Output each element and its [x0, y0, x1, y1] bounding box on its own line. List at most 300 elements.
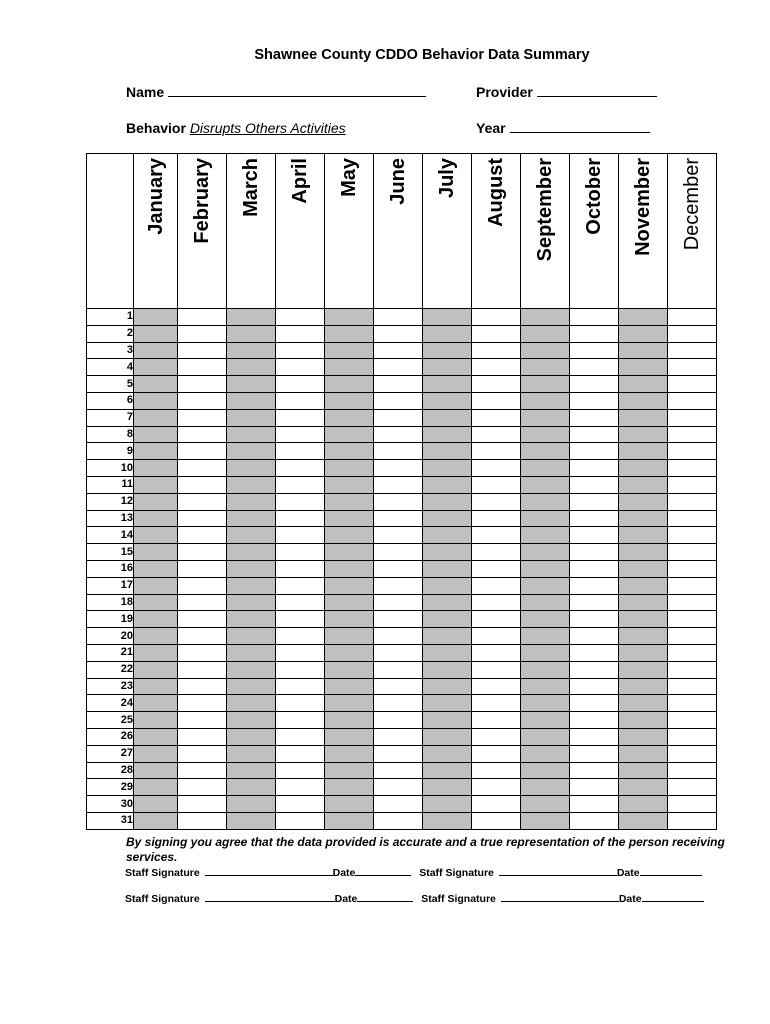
- data-cell[interactable]: [276, 325, 325, 342]
- data-cell[interactable]: [227, 560, 276, 577]
- data-cell[interactable]: [325, 762, 374, 779]
- data-cell[interactable]: [227, 493, 276, 510]
- data-cell[interactable]: [227, 644, 276, 661]
- data-cell[interactable]: [570, 644, 619, 661]
- data-cell[interactable]: [325, 611, 374, 628]
- data-cell[interactable]: [423, 409, 472, 426]
- data-cell[interactable]: [374, 493, 423, 510]
- data-cell[interactable]: [178, 460, 227, 477]
- data-cell[interactable]: [521, 678, 570, 695]
- data-cell[interactable]: [423, 342, 472, 359]
- data-cell[interactable]: [423, 745, 472, 762]
- data-cell[interactable]: [325, 309, 374, 326]
- data-cell[interactable]: [178, 342, 227, 359]
- data-cell[interactable]: [472, 426, 521, 443]
- data-cell[interactable]: [521, 460, 570, 477]
- data-cell[interactable]: [374, 678, 423, 695]
- data-cell[interactable]: [423, 493, 472, 510]
- data-cell[interactable]: [374, 745, 423, 762]
- data-cell[interactable]: [325, 560, 374, 577]
- data-cell[interactable]: [570, 728, 619, 745]
- data-cell[interactable]: [276, 728, 325, 745]
- data-cell[interactable]: [134, 661, 178, 678]
- data-cell[interactable]: [521, 695, 570, 712]
- data-cell[interactable]: [570, 762, 619, 779]
- data-cell[interactable]: [276, 376, 325, 393]
- data-cell[interactable]: [521, 779, 570, 796]
- data-cell[interactable]: [227, 611, 276, 628]
- data-cell[interactable]: [178, 409, 227, 426]
- data-cell[interactable]: [227, 728, 276, 745]
- data-cell[interactable]: [276, 678, 325, 695]
- data-cell[interactable]: [276, 745, 325, 762]
- data-cell[interactable]: [178, 325, 227, 342]
- data-cell[interactable]: [570, 409, 619, 426]
- data-cell[interactable]: [521, 560, 570, 577]
- data-cell[interactable]: [668, 594, 717, 611]
- data-cell[interactable]: [472, 409, 521, 426]
- data-cell[interactable]: [178, 309, 227, 326]
- data-cell[interactable]: [472, 644, 521, 661]
- data-cell[interactable]: [374, 796, 423, 813]
- data-cell[interactable]: [325, 443, 374, 460]
- data-cell[interactable]: [521, 443, 570, 460]
- data-cell[interactable]: [472, 527, 521, 544]
- data-cell[interactable]: [472, 359, 521, 376]
- data-cell[interactable]: [521, 325, 570, 342]
- data-cell[interactable]: [472, 812, 521, 829]
- data-cell[interactable]: [276, 661, 325, 678]
- data-cell[interactable]: [276, 510, 325, 527]
- data-cell[interactable]: [521, 712, 570, 729]
- data-cell[interactable]: [619, 812, 668, 829]
- data-cell[interactable]: [178, 796, 227, 813]
- data-cell[interactable]: [668, 443, 717, 460]
- data-cell[interactable]: [134, 544, 178, 561]
- data-cell[interactable]: [423, 762, 472, 779]
- data-cell[interactable]: [325, 812, 374, 829]
- data-cell[interactable]: [374, 510, 423, 527]
- data-cell[interactable]: [276, 359, 325, 376]
- data-cell[interactable]: [668, 460, 717, 477]
- data-cell[interactable]: [472, 594, 521, 611]
- data-cell[interactable]: [521, 661, 570, 678]
- data-cell[interactable]: [227, 577, 276, 594]
- data-cell[interactable]: [178, 560, 227, 577]
- data-cell[interactable]: [619, 359, 668, 376]
- data-cell[interactable]: [374, 392, 423, 409]
- data-cell[interactable]: [668, 728, 717, 745]
- data-cell[interactable]: [668, 661, 717, 678]
- data-cell[interactable]: [276, 544, 325, 561]
- data-cell[interactable]: [374, 812, 423, 829]
- data-cell[interactable]: [276, 712, 325, 729]
- data-cell[interactable]: [276, 443, 325, 460]
- data-cell[interactable]: [619, 695, 668, 712]
- data-cell[interactable]: [374, 712, 423, 729]
- data-cell[interactable]: [134, 745, 178, 762]
- data-cell[interactable]: [521, 527, 570, 544]
- data-cell[interactable]: [570, 661, 619, 678]
- data-cell[interactable]: [570, 325, 619, 342]
- data-cell[interactable]: [374, 460, 423, 477]
- data-cell[interactable]: [668, 544, 717, 561]
- data-cell[interactable]: [134, 678, 178, 695]
- data-cell[interactable]: [423, 376, 472, 393]
- date-line[interactable]: [357, 892, 413, 902]
- data-cell[interactable]: [521, 644, 570, 661]
- data-cell[interactable]: [619, 661, 668, 678]
- data-cell[interactable]: [668, 392, 717, 409]
- data-cell[interactable]: [619, 510, 668, 527]
- data-cell[interactable]: [521, 342, 570, 359]
- data-cell[interactable]: [325, 426, 374, 443]
- data-cell[interactable]: [668, 796, 717, 813]
- data-cell[interactable]: [276, 309, 325, 326]
- data-cell[interactable]: [521, 628, 570, 645]
- data-cell[interactable]: [178, 678, 227, 695]
- staff-signature-line[interactable]: [205, 866, 333, 876]
- data-cell[interactable]: [619, 594, 668, 611]
- data-cell[interactable]: [325, 325, 374, 342]
- data-cell[interactable]: [668, 342, 717, 359]
- data-cell[interactable]: [134, 644, 178, 661]
- data-cell[interactable]: [472, 611, 521, 628]
- data-cell[interactable]: [325, 510, 374, 527]
- data-cell[interactable]: [276, 426, 325, 443]
- data-cell[interactable]: [668, 745, 717, 762]
- data-cell[interactable]: [325, 544, 374, 561]
- data-cell[interactable]: [619, 611, 668, 628]
- data-cell[interactable]: [325, 359, 374, 376]
- data-cell[interactable]: [178, 544, 227, 561]
- data-cell[interactable]: [619, 493, 668, 510]
- data-cell[interactable]: [374, 577, 423, 594]
- data-cell[interactable]: [423, 611, 472, 628]
- data-cell[interactable]: [325, 695, 374, 712]
- data-cell[interactable]: [570, 695, 619, 712]
- data-cell[interactable]: [227, 812, 276, 829]
- data-cell[interactable]: [570, 812, 619, 829]
- data-cell[interactable]: [276, 476, 325, 493]
- data-cell[interactable]: [668, 678, 717, 695]
- data-cell[interactable]: [668, 762, 717, 779]
- data-cell[interactable]: [227, 426, 276, 443]
- data-cell[interactable]: [423, 779, 472, 796]
- data-cell[interactable]: [570, 577, 619, 594]
- data-cell[interactable]: [521, 359, 570, 376]
- data-cell[interactable]: [134, 527, 178, 544]
- data-cell[interactable]: [619, 678, 668, 695]
- data-cell[interactable]: [374, 359, 423, 376]
- staff-signature-line[interactable]: [205, 892, 335, 902]
- data-cell[interactable]: [134, 493, 178, 510]
- data-cell[interactable]: [521, 728, 570, 745]
- data-cell[interactable]: [276, 611, 325, 628]
- data-cell[interactable]: [668, 359, 717, 376]
- data-cell[interactable]: [325, 577, 374, 594]
- data-cell[interactable]: [227, 510, 276, 527]
- data-cell[interactable]: [619, 426, 668, 443]
- data-cell[interactable]: [472, 695, 521, 712]
- data-cell[interactable]: [619, 544, 668, 561]
- data-cell[interactable]: [619, 376, 668, 393]
- data-cell[interactable]: [227, 342, 276, 359]
- data-cell[interactable]: [178, 712, 227, 729]
- data-cell[interactable]: [227, 325, 276, 342]
- data-cell[interactable]: [423, 359, 472, 376]
- data-cell[interactable]: [374, 443, 423, 460]
- data-cell[interactable]: [472, 460, 521, 477]
- data-cell[interactable]: [619, 796, 668, 813]
- data-cell[interactable]: [619, 443, 668, 460]
- data-cell[interactable]: [227, 712, 276, 729]
- data-cell[interactable]: [276, 779, 325, 796]
- data-cell[interactable]: [134, 409, 178, 426]
- data-cell[interactable]: [276, 796, 325, 813]
- data-cell[interactable]: [423, 476, 472, 493]
- data-cell[interactable]: [472, 325, 521, 342]
- data-cell[interactable]: [374, 762, 423, 779]
- data-cell[interactable]: [570, 779, 619, 796]
- data-cell[interactable]: [472, 678, 521, 695]
- data-cell[interactable]: [178, 577, 227, 594]
- date-line[interactable]: [355, 866, 411, 876]
- data-cell[interactable]: [668, 476, 717, 493]
- data-cell[interactable]: [619, 342, 668, 359]
- data-cell[interactable]: [325, 409, 374, 426]
- data-cell[interactable]: [227, 309, 276, 326]
- data-cell[interactable]: [521, 309, 570, 326]
- data-cell[interactable]: [619, 527, 668, 544]
- data-cell[interactable]: [619, 560, 668, 577]
- data-cell[interactable]: [472, 392, 521, 409]
- data-cell[interactable]: [423, 460, 472, 477]
- data-cell[interactable]: [521, 577, 570, 594]
- data-cell[interactable]: [423, 796, 472, 813]
- data-cell[interactable]: [374, 426, 423, 443]
- data-cell[interactable]: [374, 779, 423, 796]
- data-cell[interactable]: [472, 476, 521, 493]
- behavior-value[interactable]: Disrupts Others Activities: [189, 120, 346, 136]
- data-cell[interactable]: [668, 644, 717, 661]
- data-cell[interactable]: [570, 544, 619, 561]
- data-cell[interactable]: [227, 359, 276, 376]
- data-cell[interactable]: [178, 628, 227, 645]
- data-cell[interactable]: [668, 376, 717, 393]
- data-cell[interactable]: [227, 678, 276, 695]
- data-cell[interactable]: [423, 712, 472, 729]
- data-cell[interactable]: [325, 460, 374, 477]
- data-cell[interactable]: [134, 443, 178, 460]
- data-cell[interactable]: [668, 426, 717, 443]
- data-cell[interactable]: [276, 628, 325, 645]
- data-cell[interactable]: [325, 392, 374, 409]
- data-cell[interactable]: [472, 728, 521, 745]
- data-cell[interactable]: [472, 661, 521, 678]
- data-cell[interactable]: [570, 460, 619, 477]
- data-cell[interactable]: [619, 762, 668, 779]
- data-cell[interactable]: [134, 359, 178, 376]
- data-cell[interactable]: [423, 577, 472, 594]
- data-cell[interactable]: [374, 628, 423, 645]
- data-cell[interactable]: [668, 779, 717, 796]
- data-cell[interactable]: [227, 392, 276, 409]
- year-input-line[interactable]: [510, 120, 650, 133]
- data-cell[interactable]: [134, 392, 178, 409]
- staff-signature-line[interactable]: [501, 892, 619, 902]
- data-cell[interactable]: [570, 493, 619, 510]
- data-cell[interactable]: [570, 392, 619, 409]
- data-cell[interactable]: [374, 661, 423, 678]
- data-cell[interactable]: [472, 443, 521, 460]
- data-cell[interactable]: [134, 594, 178, 611]
- data-cell[interactable]: [521, 493, 570, 510]
- data-cell[interactable]: [374, 544, 423, 561]
- data-cell[interactable]: [423, 510, 472, 527]
- data-cell[interactable]: [423, 325, 472, 342]
- data-cell[interactable]: [619, 460, 668, 477]
- data-cell[interactable]: [570, 611, 619, 628]
- data-cell[interactable]: [134, 476, 178, 493]
- data-cell[interactable]: [276, 409, 325, 426]
- data-cell[interactable]: [227, 527, 276, 544]
- data-cell[interactable]: [178, 661, 227, 678]
- data-cell[interactable]: [423, 527, 472, 544]
- data-cell[interactable]: [134, 560, 178, 577]
- data-cell[interactable]: [619, 325, 668, 342]
- data-cell[interactable]: [227, 796, 276, 813]
- data-cell[interactable]: [570, 376, 619, 393]
- staff-signature-line[interactable]: [499, 866, 617, 876]
- data-cell[interactable]: [325, 796, 374, 813]
- data-cell[interactable]: [619, 779, 668, 796]
- data-cell[interactable]: [472, 493, 521, 510]
- data-cell[interactable]: [570, 745, 619, 762]
- data-cell[interactable]: [668, 510, 717, 527]
- data-cell[interactable]: [325, 678, 374, 695]
- data-cell[interactable]: [178, 443, 227, 460]
- data-cell[interactable]: [374, 527, 423, 544]
- date-line[interactable]: [642, 892, 704, 902]
- data-cell[interactable]: [134, 325, 178, 342]
- date-line[interactable]: [640, 866, 702, 876]
- data-cell[interactable]: [570, 594, 619, 611]
- provider-input-line[interactable]: [537, 84, 657, 97]
- data-cell[interactable]: [570, 476, 619, 493]
- data-cell[interactable]: [227, 628, 276, 645]
- data-cell[interactable]: [570, 309, 619, 326]
- data-cell[interactable]: [134, 628, 178, 645]
- data-cell[interactable]: [668, 325, 717, 342]
- data-cell[interactable]: [178, 779, 227, 796]
- data-cell[interactable]: [619, 476, 668, 493]
- data-cell[interactable]: [521, 762, 570, 779]
- data-cell[interactable]: [472, 544, 521, 561]
- data-cell[interactable]: [668, 628, 717, 645]
- data-cell[interactable]: [619, 728, 668, 745]
- data-cell[interactable]: [521, 796, 570, 813]
- data-cell[interactable]: [134, 342, 178, 359]
- data-cell[interactable]: [521, 812, 570, 829]
- data-cell[interactable]: [570, 342, 619, 359]
- data-cell[interactable]: [619, 745, 668, 762]
- data-cell[interactable]: [227, 594, 276, 611]
- data-cell[interactable]: [134, 762, 178, 779]
- data-cell[interactable]: [325, 745, 374, 762]
- data-cell[interactable]: [423, 628, 472, 645]
- data-cell[interactable]: [134, 728, 178, 745]
- data-cell[interactable]: [668, 812, 717, 829]
- data-cell[interactable]: [134, 460, 178, 477]
- data-cell[interactable]: [423, 544, 472, 561]
- data-cell[interactable]: [178, 493, 227, 510]
- data-cell[interactable]: [472, 796, 521, 813]
- data-cell[interactable]: [325, 661, 374, 678]
- data-cell[interactable]: [227, 544, 276, 561]
- data-cell[interactable]: [134, 779, 178, 796]
- data-cell[interactable]: [423, 392, 472, 409]
- data-cell[interactable]: [374, 611, 423, 628]
- data-cell[interactable]: [521, 594, 570, 611]
- data-cell[interactable]: [619, 577, 668, 594]
- data-cell[interactable]: [227, 762, 276, 779]
- data-cell[interactable]: [472, 510, 521, 527]
- data-cell[interactable]: [570, 426, 619, 443]
- data-cell[interactable]: [668, 712, 717, 729]
- data-cell[interactable]: [227, 695, 276, 712]
- data-cell[interactable]: [374, 409, 423, 426]
- data-cell[interactable]: [134, 695, 178, 712]
- data-cell[interactable]: [570, 796, 619, 813]
- data-cell[interactable]: [325, 342, 374, 359]
- data-cell[interactable]: [227, 443, 276, 460]
- data-cell[interactable]: [374, 476, 423, 493]
- data-cell[interactable]: [521, 611, 570, 628]
- data-cell[interactable]: [178, 745, 227, 762]
- data-cell[interactable]: [570, 628, 619, 645]
- data-cell[interactable]: [178, 762, 227, 779]
- data-cell[interactable]: [472, 577, 521, 594]
- data-cell[interactable]: [423, 426, 472, 443]
- data-cell[interactable]: [472, 762, 521, 779]
- data-cell[interactable]: [178, 728, 227, 745]
- data-cell[interactable]: [521, 745, 570, 762]
- data-cell[interactable]: [619, 409, 668, 426]
- data-cell[interactable]: [276, 644, 325, 661]
- data-cell[interactable]: [276, 594, 325, 611]
- data-cell[interactable]: [178, 644, 227, 661]
- data-cell[interactable]: [472, 779, 521, 796]
- data-cell[interactable]: [178, 510, 227, 527]
- data-cell[interactable]: [472, 376, 521, 393]
- data-cell[interactable]: [423, 644, 472, 661]
- data-cell[interactable]: [325, 594, 374, 611]
- data-cell[interactable]: [276, 560, 325, 577]
- data-cell[interactable]: [423, 812, 472, 829]
- data-cell[interactable]: [374, 376, 423, 393]
- data-cell[interactable]: [423, 678, 472, 695]
- data-cell[interactable]: [325, 712, 374, 729]
- data-cell[interactable]: [325, 376, 374, 393]
- data-cell[interactable]: [227, 779, 276, 796]
- data-cell[interactable]: [374, 309, 423, 326]
- data-cell[interactable]: [276, 392, 325, 409]
- data-cell[interactable]: [619, 628, 668, 645]
- data-cell[interactable]: [521, 392, 570, 409]
- data-cell[interactable]: [668, 527, 717, 544]
- data-cell[interactable]: [325, 628, 374, 645]
